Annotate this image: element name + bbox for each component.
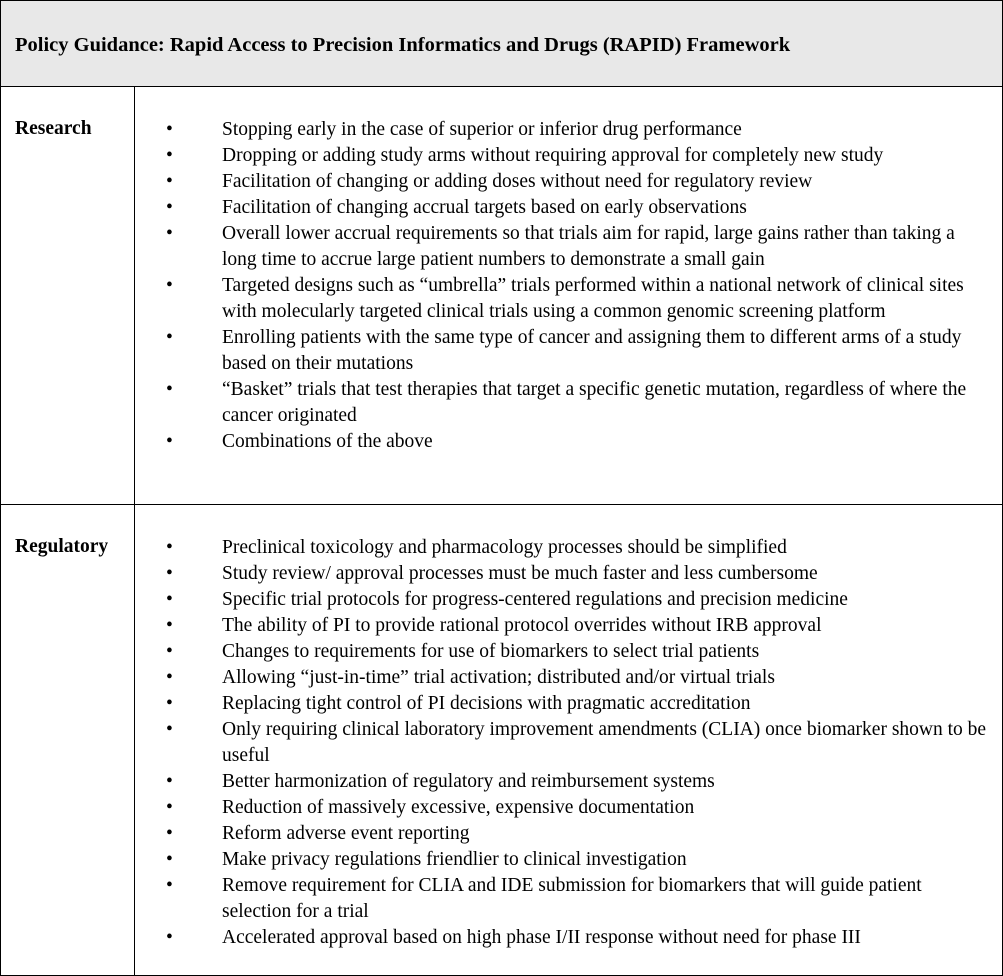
list-item-text: Allowing “just-in-time” trial activation; distributed and/or virtual trials (222, 667, 775, 688)
list-item-text: Accelerated approval based on high phase I/II response without need for phase III (222, 927, 861, 948)
bullet-icon: • (166, 693, 173, 714)
bullet-icon: • (166, 719, 173, 740)
bullet-icon: • (166, 119, 173, 140)
bullet-icon: • (166, 641, 173, 662)
list-item-text: Facilitation of changing accrual targets based on early observations (222, 197, 747, 218)
bullet-icon: • (166, 327, 173, 348)
list-item (161, 587, 991, 613)
list-item-text: “Basket” trials that test therapies that target a specific genetic mutation, regardless of where the cancer originated (222, 379, 967, 426)
list-item (161, 717, 991, 769)
list-item (161, 143, 991, 169)
list-item (161, 273, 991, 325)
bullet-icon: • (166, 927, 173, 948)
bullet-icon: • (166, 875, 173, 896)
list-item-text: Stopping early in the case of superior or inferior drug performance (222, 119, 742, 140)
bullet-icon: • (166, 275, 173, 296)
list-item (161, 429, 991, 455)
bullet-icon: • (166, 589, 173, 610)
regulatory-bullet-list (161, 535, 991, 951)
list-item (161, 665, 991, 691)
list-item-text: Facilitation of changing or adding doses without need for regulatory review (222, 171, 813, 192)
list-item (161, 691, 991, 717)
list-item (161, 117, 991, 143)
bullet-icon: • (166, 145, 173, 166)
list-item (161, 639, 991, 665)
list-item (161, 847, 991, 873)
list-item-text: Make privacy regulations friendlier to clinical investigation (222, 849, 687, 870)
column-divider (134, 87, 135, 504)
list-item-text: Overall lower accrual requirements so that trials aim for rapid, large gains rather than taking a long time to accrue large patient numbers to demonstrate a small gain (222, 223, 955, 270)
bullet-icon: • (166, 615, 173, 636)
list-item (161, 769, 991, 795)
bullet-icon: • (166, 667, 173, 688)
research-label: Research (15, 118, 92, 139)
list-item (161, 873, 991, 925)
list-item-text: Specific trial protocols for progress-centered regulations and precision medicine (222, 589, 848, 610)
list-item (161, 613, 991, 639)
bullet-icon: • (166, 823, 173, 844)
list-item-text: Better harmonization of regulatory and reimbursement systems (222, 771, 715, 792)
column-divider (134, 505, 135, 975)
table-title: Policy Guidance: Rapid Access to Precision Informatics and Drugs (RAPID) Framework (15, 34, 791, 56)
list-item (161, 377, 991, 429)
list-item (161, 195, 991, 221)
list-item-text: Remove requirement for CLIA and IDE submission for biomarkers that will guide patient selection for a trial (222, 875, 922, 922)
research-bullet-list (161, 117, 991, 455)
list-item (161, 925, 991, 951)
bullet-icon: • (166, 849, 173, 870)
list-item-text: Enrolling patients with the same type of cancer and assigning them to different arms of a study based on their mutations (222, 327, 962, 374)
bullet-icon: • (166, 537, 173, 558)
list-item (161, 169, 991, 195)
list-item (161, 535, 991, 561)
bullet-icon: • (166, 797, 173, 818)
list-item (161, 561, 991, 587)
list-item-text: Study review/ approval processes must be much faster and less cumbersome (222, 563, 818, 584)
list-item-text: Combinations of the above (222, 431, 433, 452)
bullet-icon: • (166, 223, 173, 244)
bullet-icon: • (166, 379, 173, 400)
list-item-text: Targeted designs such as “umbrella” trials performed within a national network of clinical sites with molecularly targeted clinical trials using a common genomic screening platform (222, 275, 964, 322)
list-item-text: Reduction of massively excessive, expensive documentation (222, 797, 695, 818)
list-item-text: The ability of PI to provide rational protocol overrides without IRB approval (222, 615, 822, 636)
list-item-text: Preclinical toxicology and pharmacology processes should be simplified (222, 537, 787, 558)
research-section (1, 87, 1002, 505)
list-item-text: Only requiring clinical laboratory improvement amendments (CLIA) once biomarker shown to be useful (222, 719, 987, 766)
bullet-icon: • (166, 771, 173, 792)
list-item-text: Reform adverse event reporting (222, 823, 470, 844)
list-item-text: Changes to requirements for use of biomarkers to select trial patients (222, 641, 760, 662)
regulatory-label: Regulatory (15, 536, 109, 557)
bullet-icon: • (166, 431, 173, 452)
table-title-row (1, 1, 1002, 87)
list-item (161, 221, 991, 273)
list-item-text: Dropping or adding study arms without requiring approval for completely new study (222, 145, 884, 166)
regulatory-section (1, 505, 1002, 975)
bullet-icon: • (166, 563, 173, 584)
list-item (161, 821, 991, 847)
list-item (161, 325, 991, 377)
list-item (161, 795, 991, 821)
bullet-icon: • (166, 197, 173, 218)
list-item-text: Replacing tight control of PI decisions with pragmatic accreditation (222, 693, 751, 714)
bullet-icon: • (166, 171, 173, 192)
